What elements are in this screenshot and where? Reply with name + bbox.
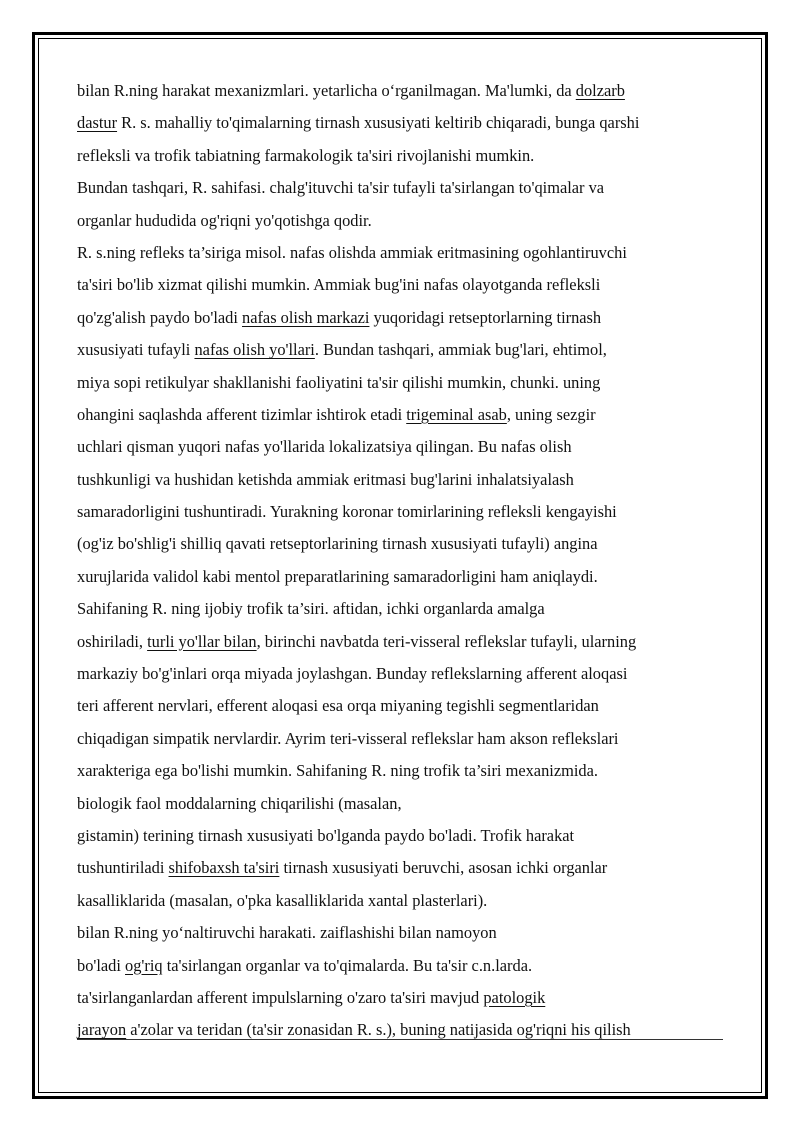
text-run: markaziy bo'g'inlari orqa miyada joylashgan. Bunday reflekslarning afferent aloqasi (77, 664, 628, 684)
text-run: Bundan tashqari, R. sahifasi. chalg'ituvchi ta'sir tufayli ta'sirlangan to'qimalar va (77, 178, 605, 198)
text-run: tirnash xususiyati beruvchi, asosan ichki organlar (279, 858, 608, 878)
text-line (77, 917, 737, 949)
text-run: refleksli va trofik tabiatning farmakologik ta'siri rivojlanishi mumkin. (77, 145, 535, 165)
text-run: R. s. mahalliy to'qimalarning tirnash xususiyati keltirib chiqaradi, bunga qarshi (117, 113, 640, 133)
bottom-rule (77, 1039, 723, 1040)
text-line (77, 334, 737, 366)
text-run: , birinchi navbatda teri-visseral reflekslar tufayli, ularning (256, 631, 637, 651)
text-line (77, 820, 737, 852)
text-line (77, 237, 737, 269)
text-line (77, 140, 737, 172)
text-line (77, 496, 737, 528)
text-run: xarakteriga ega bo'lishi mumkin. Sahifaning R. ning trofik ta’siri mexanizmida. (77, 761, 598, 781)
text-run: (og'iz bo'shlig'i shilliq qavati retseptorlarining tirnash xususiyati tufayli) angina (77, 534, 598, 554)
text-line (77, 399, 737, 431)
text-line (77, 982, 737, 1014)
text-line (77, 723, 737, 755)
text-run: ta'siri bo'lib xizmat qilishi mumkin. Ammiak bug'ini nafas olayotganda refleksli (77, 275, 601, 295)
inline-link[interactable]: nafas olish markazi (242, 307, 370, 327)
text-line (77, 172, 737, 204)
text-run: yuqoridagi retseptorlarning tirnash (369, 307, 602, 327)
inline-link[interactable]: trigeminal asab (406, 404, 507, 424)
text-line (77, 690, 737, 722)
text-run: a'zolar va teridan (ta'sir zonasidan R. s.), buning natijasida og'riqni his qilish (126, 1020, 631, 1040)
text-run: uchlari qisman yuqori nafas yo'llarida lokalizatsiya qilingan. Bu nafas olish (77, 437, 572, 457)
inline-link[interactable]: og'riq (125, 955, 163, 975)
inline-link[interactable]: dastur (77, 113, 118, 133)
text-line (77, 528, 737, 560)
text-run: miya sopi retikulyar shakllanishi faoliyatini ta'sir qilishi mumkin, chunki. uning (77, 372, 601, 392)
text-line (77, 561, 737, 593)
text-run: ohangini saqlashda afferent tizimlar ishtirok etadi (77, 404, 407, 424)
text-line (77, 950, 737, 982)
text-line (77, 107, 737, 139)
text-line (77, 626, 737, 658)
text-line (77, 593, 737, 625)
text-line (77, 885, 737, 917)
text-run: gistamin) terining tirnash xususiyati bo'lganda paydo bo'ladi. Trofik harakat (77, 825, 575, 845)
text-run: kasalliklarida (masalan, o'pka kasalliklarida xantal plasterlari). (77, 890, 488, 910)
text-line (77, 431, 737, 463)
inline-link[interactable]: patologik (483, 987, 546, 1007)
text-line (77, 464, 737, 496)
text-line (77, 269, 737, 301)
text-line (77, 755, 737, 787)
text-run: qo'zg'alish paydo bo'ladi (77, 307, 242, 327)
text-line (77, 1014, 737, 1046)
text-run: tushuntiriladi (77, 858, 169, 878)
text-run: ta'sirlanganlardan afferent impulslarning o'zaro ta'siri mavjud (77, 987, 484, 1007)
text-line (77, 302, 737, 334)
text-run: biologik faol moddalarning chiqarilishi (masalan, (77, 793, 402, 813)
text-line (77, 367, 737, 399)
text-run: bilan R.ning harakat mexanizmlari. yetarlicha oʻrganilmagan. Ma'lumki, da (77, 81, 576, 100)
inline-link[interactable]: dolzarb (575, 81, 625, 100)
text-run: tushkunligi va hushidan ketishda ammiak eritmasi bug'larini inhalatsiyalash (77, 469, 574, 489)
document-body (77, 75, 737, 1047)
text-line (77, 788, 737, 820)
text-line (77, 852, 737, 884)
text-run: samaradorligini tushuntiradi. Yurakning koronar tomirlarining refleksli kengayishi (77, 502, 617, 522)
text-run: organlar hududida og'riqni yo'qotishga qodir. (77, 210, 372, 230)
text-run: ta'sirlangan organlar va to'qimalarda. Bu ta'sir c.n.larda. (162, 955, 533, 975)
text-run: bo'ladi (77, 955, 126, 975)
text-run: , uning sezgir (506, 404, 596, 424)
text-run: xususiyati tufayli (77, 340, 195, 360)
inline-link[interactable]: jarayon (77, 1020, 127, 1040)
inline-link[interactable]: turli yo'llar bilan (147, 631, 257, 651)
text-line (77, 205, 737, 237)
text-run: xurujlarida validol kabi mentol preparatlarining samaradorligini ham aniqlaydi. (77, 566, 598, 586)
text-run: . Bundan tashqari, ammiak bug'lari, ehtimol, (314, 340, 607, 360)
text-run: R. s.ning refleks ta’siriga misol. nafas olishda ammiak eritmasining ogohlantiruvchi (77, 242, 627, 262)
inline-link[interactable]: shifobaxsh ta'siri (168, 858, 280, 878)
text-run: Sahifaning R. ning ijobiy trofik ta’siri. aftidan, ichki organlarda amalga (77, 599, 545, 619)
text-line (77, 658, 737, 690)
text-run: bilan R.ning yoʻnaltiruvchi harakati. zaiflashishi bilan namoyon (77, 923, 497, 943)
text-run: oshiriladi, (77, 631, 148, 651)
text-line (77, 75, 737, 107)
text-run: chiqadigan simpatik nervlardir. Ayrim teri-visseral reflekslar ham akson reflekslari (77, 728, 619, 748)
inline-link[interactable]: nafas olish yo'llari (194, 340, 315, 360)
text-run: teri afferent nervlari, efferent aloqasi esa orqa miyaning tegishli segmentlaridan (77, 696, 599, 716)
